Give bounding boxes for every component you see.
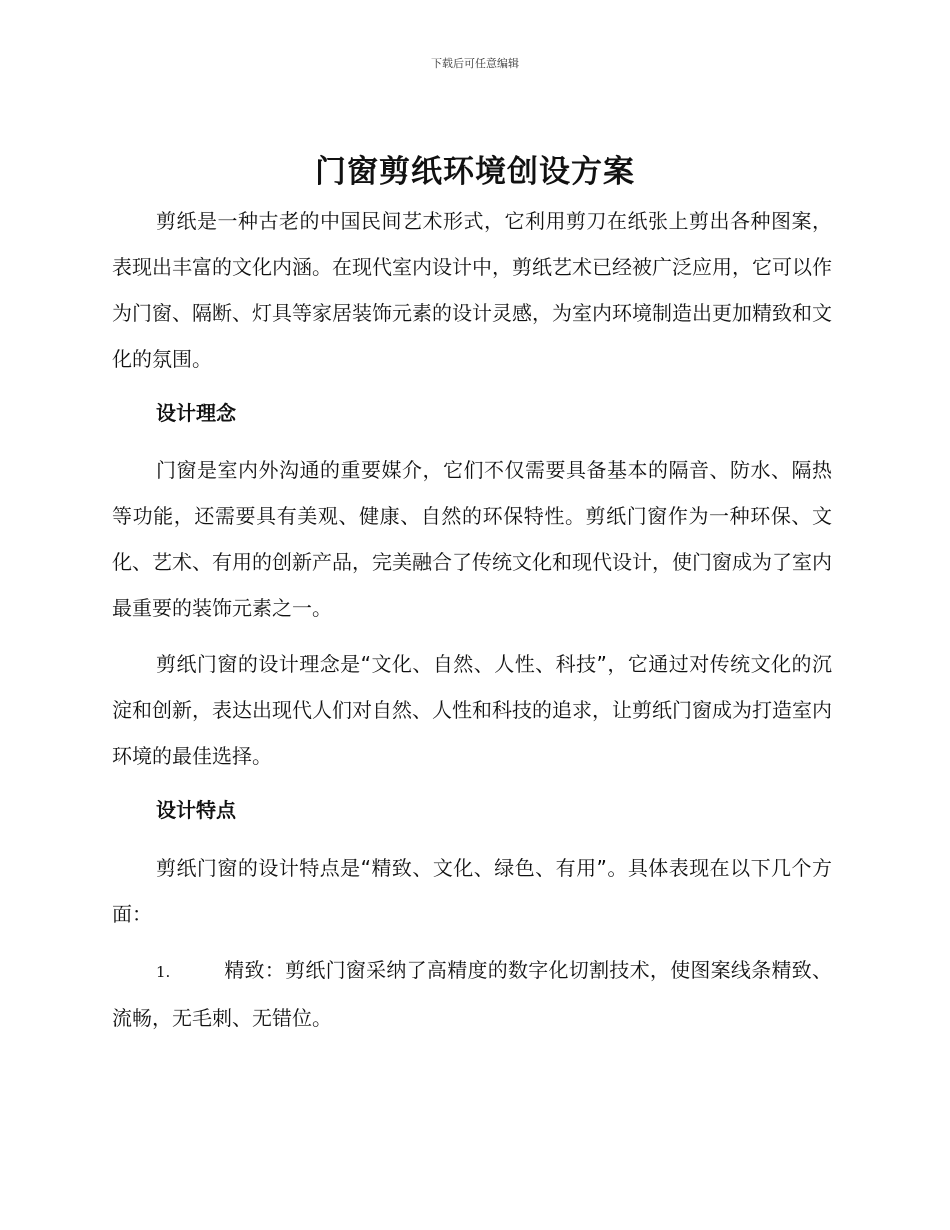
intro-paragraph: 剪纸是一种古老的中国民间艺术形式，它利用剪刀在纸张上剪出各种图案，表现出丰富的文化内涵。在现代室内设计中，剪纸艺术已经被广泛应用，它可以作为门窗、隔断、灯具等家居装饰元素的设计灵感，为室内环境制造出更加精致和文化的氛围。 [112, 209, 832, 371]
list-item-number: 1. [156, 963, 171, 981]
section-heading-design-features: 设计特点 [156, 798, 236, 822]
design-concept-paragraph-2: 剪纸门窗的设计理念是“文化、自然、人性、科技”，它通过对传统文化的沉淀和创新，表达出现代人们对自然、人性和科技的追求，让剪纸门窗成为打造室内环境的最佳选择。 [112, 652, 832, 768]
list-item-text: 精致：剪纸门窗采纳了高精度的数字化切割技术，使图案线条精致、流畅，无毛刺、无错位。 [112, 958, 832, 1030]
header-note: 下载后可任意编辑 [431, 57, 519, 70]
design-concept-paragraph-1: 门窗是室内外沟通的重要媒介，它们不仅需要具备基本的隔音、防水、隔热等功能，还需要具有美观、健康、自然的环保特性。剪纸门窗作为一种环保、文化、艺术、有用的创新产品，完美融合了传统文化和现代设计，使门窗成为了室内最重要的装饰元素之一。 [112, 458, 832, 620]
document-title: 门窗剪纸环境创设方案 [315, 154, 635, 190]
section-heading-design-concept: 设计理念 [156, 401, 236, 425]
design-features-paragraph: 剪纸门窗的设计特点是“精致、文化、绿色、有用”。具体表现在以下几个方面： [112, 856, 832, 926]
list-item [112, 947, 832, 1041]
